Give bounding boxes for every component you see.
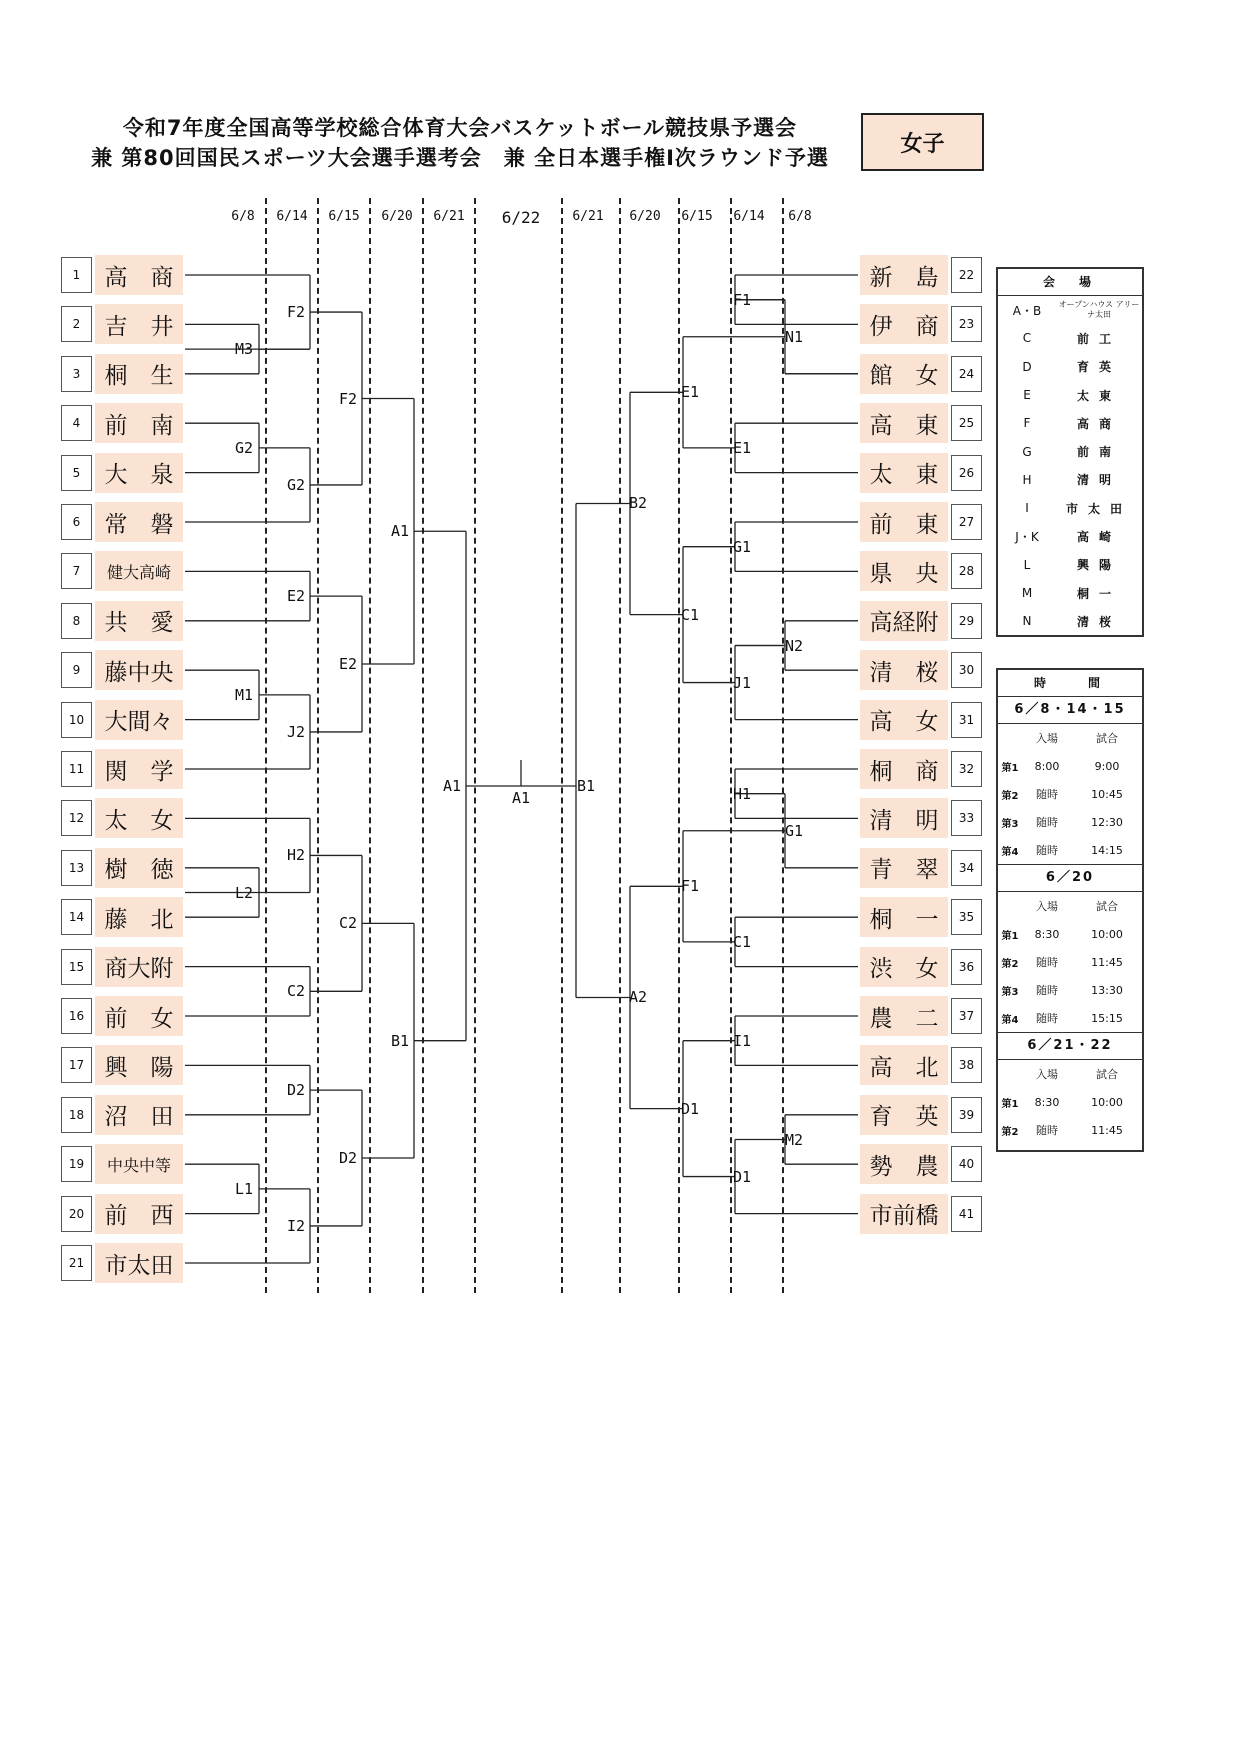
seed-number: 22 — [951, 257, 982, 293]
start-time: 10:00 — [1091, 1095, 1123, 1109]
seed-number: 21 — [61, 1245, 92, 1281]
venue-row — [998, 381, 1142, 409]
team-name: 樹 徳 — [95, 848, 183, 888]
match-label: E1 — [732, 438, 752, 457]
seed-number: 28 — [951, 553, 982, 589]
match-label: F2 — [338, 389, 358, 408]
match-label: E1 — [680, 383, 700, 402]
page-title: 令和7年度全国高等学校総合体育大会バスケットボール競技県予選会 — [122, 116, 798, 140]
venue-row — [998, 437, 1142, 465]
entry-time: 8:30 — [1034, 1095, 1060, 1109]
game-number: 第4 — [1001, 1014, 1019, 1026]
venue-row — [998, 466, 1142, 494]
team-name: 興 陽 — [95, 1045, 183, 1085]
venue-code: J・K — [1015, 530, 1039, 545]
match-label: C1 — [680, 605, 700, 624]
match-label: B1 — [390, 1031, 410, 1050]
schedule-column-header — [998, 724, 1142, 752]
entry-time: 8:30 — [1034, 927, 1060, 941]
team-name: 伊 商 — [860, 304, 948, 344]
match-label: M1 — [234, 685, 254, 704]
team-name: 清 桜 — [860, 650, 948, 690]
round-date: 6/22 — [501, 208, 541, 227]
seed-number: 19 — [61, 1146, 92, 1182]
game-number: 第4 — [1001, 846, 1019, 858]
team-name: 藤 北 — [95, 897, 183, 937]
venue-row — [998, 522, 1142, 550]
game-number: 第1 — [1001, 762, 1019, 774]
round-date: 6/15 — [328, 209, 360, 224]
venue-name: 前南 — [1076, 445, 1121, 460]
match-label: M2 — [784, 1130, 804, 1149]
match-label: D1 — [732, 1167, 752, 1186]
match-label: L2 — [234, 883, 254, 902]
entry-time: 随時 — [1036, 956, 1058, 969]
start-time: 13:30 — [1091, 983, 1123, 997]
seed-number: 16 — [61, 998, 92, 1034]
start-time: 11:45 — [1091, 955, 1123, 969]
seed-number: 29 — [951, 603, 982, 639]
seed-number: 37 — [951, 998, 982, 1034]
venue-name: 高崎 — [1076, 530, 1121, 545]
match-label: H1 — [732, 784, 752, 803]
venue-row — [998, 579, 1142, 607]
team-name: 館 女 — [860, 354, 948, 394]
seed-number: 24 — [951, 356, 982, 392]
seed-number: 35 — [951, 899, 982, 935]
match-label: D2 — [286, 1081, 306, 1100]
round-date: 6/14 — [733, 209, 765, 224]
entry-header: 入場 — [1036, 1068, 1058, 1081]
seed-number: 1 — [61, 257, 92, 293]
team-name: 前 西 — [95, 1194, 183, 1234]
venue-name: 高商 — [1076, 416, 1121, 431]
match-label: J2 — [286, 722, 306, 741]
schedule-row — [998, 976, 1142, 1004]
venue-name: 興陽 — [1076, 558, 1121, 573]
team-name: 市前橋 — [860, 1194, 948, 1234]
page-subtitle: 兼 第80回国民スポーツ大会選手選考会 兼 全日本選手権Ⅰ次ラウンド予選 — [91, 146, 829, 170]
venue-row — [998, 324, 1142, 352]
team-name: 高 商 — [95, 255, 183, 295]
match-label: H2 — [286, 846, 306, 865]
seed-number: 8 — [61, 603, 92, 639]
venue-code: N — [1022, 614, 1032, 629]
venue-row — [998, 551, 1142, 579]
schedule-row — [998, 752, 1142, 780]
match-label: I1 — [732, 1031, 752, 1050]
team-name: 高 北 — [860, 1045, 948, 1085]
schedule-row — [998, 948, 1142, 976]
entry-time: 随時 — [1036, 1124, 1058, 1137]
venue-name: 清明 — [1076, 473, 1121, 488]
entry-header: 入場 — [1036, 900, 1058, 913]
match-label: D2 — [338, 1149, 358, 1168]
team-name: 新 島 — [860, 255, 948, 295]
seed-number: 23 — [951, 306, 982, 342]
venue-code: E — [1023, 388, 1031, 403]
schedule-column-header — [998, 1060, 1142, 1088]
match-label: A1 — [442, 776, 462, 795]
match-label: D1 — [680, 1099, 700, 1118]
venue-name: 桐一 — [1076, 586, 1121, 601]
match-label: J1 — [732, 673, 752, 692]
match-label: E2 — [286, 587, 306, 606]
venue-code: H — [1022, 472, 1032, 487]
start-header: 試合 — [1096, 900, 1118, 913]
entry-time: 随時 — [1036, 1012, 1058, 1025]
match-label: F2 — [286, 303, 306, 322]
schedule-date: 6／21・22 — [998, 1032, 1142, 1060]
team-name: 渋 女 — [860, 947, 948, 987]
venue-name: 市太田 — [1065, 501, 1132, 516]
team-name: 太 東 — [860, 453, 948, 493]
team-name: 高経附 — [860, 601, 948, 641]
start-header: 試合 — [1096, 1068, 1118, 1081]
seed-number: 41 — [951, 1196, 982, 1232]
start-time: 14:15 — [1091, 843, 1123, 857]
team-name: 育 英 — [860, 1095, 948, 1135]
venue-code: C — [1022, 331, 1032, 346]
round-date: 6/21 — [433, 209, 465, 224]
match-label: E2 — [338, 655, 358, 674]
seed-number: 2 — [61, 306, 92, 342]
venue-code: G — [1022, 444, 1032, 459]
match-label: L1 — [234, 1179, 254, 1198]
match-label: G1 — [732, 537, 752, 556]
game-number: 第2 — [1001, 790, 1019, 802]
venue-code: I — [1025, 501, 1029, 516]
match-label: I2 — [286, 1216, 306, 1235]
seed-number: 13 — [61, 850, 92, 886]
venue-name: 清桜 — [1076, 614, 1121, 629]
seed-number: 32 — [951, 751, 982, 787]
seed-number: 18 — [61, 1097, 92, 1133]
seed-number: 36 — [951, 949, 982, 985]
venue-code: D — [1022, 359, 1032, 374]
venue-name: 前工 — [1076, 331, 1121, 346]
match-label: A2 — [628, 988, 648, 1007]
start-time: 10:00 — [1091, 927, 1123, 941]
team-name: 常 磐 — [95, 502, 183, 542]
team-name: 前 女 — [95, 996, 183, 1036]
match-label: G1 — [784, 821, 804, 840]
game-number: 第3 — [1001, 818, 1019, 830]
team-name: 農 二 — [860, 996, 948, 1036]
venue-row — [998, 353, 1142, 381]
team-name: 健大高崎 — [95, 551, 183, 591]
team-name: 藤中央 — [95, 650, 183, 690]
team-name: 勢 農 — [860, 1144, 948, 1184]
venue-row — [998, 607, 1142, 635]
seed-number: 6 — [61, 504, 92, 540]
start-header: 試合 — [1096, 732, 1118, 745]
venue-table-title: 会 場 — [998, 269, 1142, 296]
game-number: 第3 — [1001, 986, 1019, 998]
match-label: C1 — [732, 932, 752, 951]
team-name: 共 愛 — [95, 601, 183, 641]
round-date: 6/21 — [572, 209, 604, 224]
match-label: F1 — [732, 290, 752, 309]
round-date: 6/14 — [276, 209, 308, 224]
entry-time: 随時 — [1036, 984, 1058, 997]
match-label: M3 — [234, 340, 254, 359]
match-label: G2 — [234, 438, 254, 457]
match-label: F1 — [680, 877, 700, 896]
match-label: G2 — [286, 475, 306, 494]
team-name: 桐 生 — [95, 354, 183, 394]
seed-number: 3 — [61, 356, 92, 392]
venue-row — [998, 494, 1142, 522]
start-time: 11:45 — [1091, 1123, 1123, 1137]
match-label: C2 — [286, 982, 306, 1001]
team-name: 関 学 — [95, 749, 183, 789]
match-label: N1 — [784, 327, 804, 346]
schedule-row — [998, 1004, 1142, 1032]
match-label: B1 — [576, 776, 596, 795]
team-name: 吉 井 — [95, 304, 183, 344]
seed-number: 11 — [61, 751, 92, 787]
schedule-row — [998, 920, 1142, 948]
seed-number: 40 — [951, 1146, 982, 1182]
game-number: 第1 — [1001, 1098, 1019, 1110]
schedule-date: 6／20 — [998, 864, 1142, 892]
venue-name: オープンハウス アリーナ太田 — [1058, 300, 1140, 320]
schedule-column-header — [998, 892, 1142, 920]
venue-code: F — [1023, 416, 1031, 431]
seed-number: 27 — [951, 504, 982, 540]
match-label: A1 — [511, 788, 531, 807]
team-name: 沼 田 — [95, 1095, 183, 1135]
seed-number: 14 — [61, 899, 92, 935]
seed-number: 33 — [951, 800, 982, 836]
seed-number: 17 — [61, 1047, 92, 1083]
team-name: 商大附 — [95, 947, 183, 987]
venue-row — [998, 409, 1142, 437]
seed-number: 7 — [61, 553, 92, 589]
venue-code: A・B — [1012, 303, 1042, 318]
venue-name: 育英 — [1076, 360, 1121, 375]
category-badge: 女子 — [861, 113, 984, 171]
venue-row — [998, 296, 1142, 324]
seed-number: 20 — [61, 1196, 92, 1232]
game-number: 第2 — [1001, 1126, 1019, 1138]
match-label: C2 — [338, 914, 358, 933]
game-number: 第2 — [1001, 958, 1019, 970]
seed-number: 31 — [951, 702, 982, 738]
schedule-row — [998, 836, 1142, 864]
team-name: 桐 商 — [860, 749, 948, 789]
seed-number: 26 — [951, 455, 982, 491]
seed-number: 39 — [951, 1097, 982, 1133]
team-name: 太 女 — [95, 798, 183, 838]
team-name: 中央中等 — [95, 1144, 183, 1184]
venue-name: 太東 — [1076, 388, 1121, 403]
seed-number: 25 — [951, 405, 982, 441]
match-label: N2 — [784, 636, 804, 655]
seed-number: 12 — [61, 800, 92, 836]
team-name: 市太田 — [95, 1243, 183, 1283]
seed-number: 34 — [951, 850, 982, 886]
team-name: 前 東 — [860, 502, 948, 542]
entry-time: 随時 — [1036, 788, 1058, 801]
entry-header: 入場 — [1036, 732, 1058, 745]
schedule-row — [998, 780, 1142, 808]
seed-number: 38 — [951, 1047, 982, 1083]
seed-number: 10 — [61, 702, 92, 738]
team-name: 大 泉 — [95, 453, 183, 493]
start-time: 9:00 — [1094, 759, 1120, 773]
round-date: 6/20 — [629, 209, 661, 224]
venue-code: M — [1021, 586, 1033, 601]
team-name: 桐 一 — [860, 897, 948, 937]
match-label: A1 — [390, 522, 410, 541]
round-date: 6/20 — [381, 209, 413, 224]
seed-number: 30 — [951, 652, 982, 688]
schedule-row — [998, 1116, 1142, 1144]
schedule-row — [998, 1088, 1142, 1116]
schedule-table — [996, 668, 1144, 1152]
team-name: 県 央 — [860, 551, 948, 591]
schedule-row — [998, 808, 1142, 836]
team-name: 前 南 — [95, 403, 183, 443]
start-time: 15:15 — [1091, 1011, 1123, 1025]
start-time: 10:45 — [1091, 787, 1123, 801]
entry-time: 随時 — [1036, 816, 1058, 829]
match-label: B2 — [628, 494, 648, 513]
team-name: 大間々 — [95, 700, 183, 740]
schedule-date: 6／8・14・15 — [998, 696, 1142, 724]
venue-table — [996, 267, 1144, 637]
seed-number: 15 — [61, 949, 92, 985]
entry-time: 随時 — [1036, 844, 1058, 857]
seed-number: 5 — [61, 455, 92, 491]
round-date: 6/15 — [681, 209, 713, 224]
entry-time: 8:00 — [1034, 759, 1060, 773]
seed-number: 4 — [61, 405, 92, 441]
team-name: 清 明 — [860, 798, 948, 838]
team-name: 高 女 — [860, 700, 948, 740]
seed-number: 9 — [61, 652, 92, 688]
game-number: 第1 — [1001, 930, 1019, 942]
round-date: 6/8 — [231, 209, 255, 224]
team-name: 青 翠 — [860, 848, 948, 888]
schedule-table-title: 時 間 — [1033, 676, 1106, 690]
venue-code: L — [1023, 557, 1031, 572]
start-time: 12:30 — [1091, 815, 1123, 829]
team-name: 高 東 — [860, 403, 948, 443]
round-date: 6/8 — [788, 209, 812, 224]
